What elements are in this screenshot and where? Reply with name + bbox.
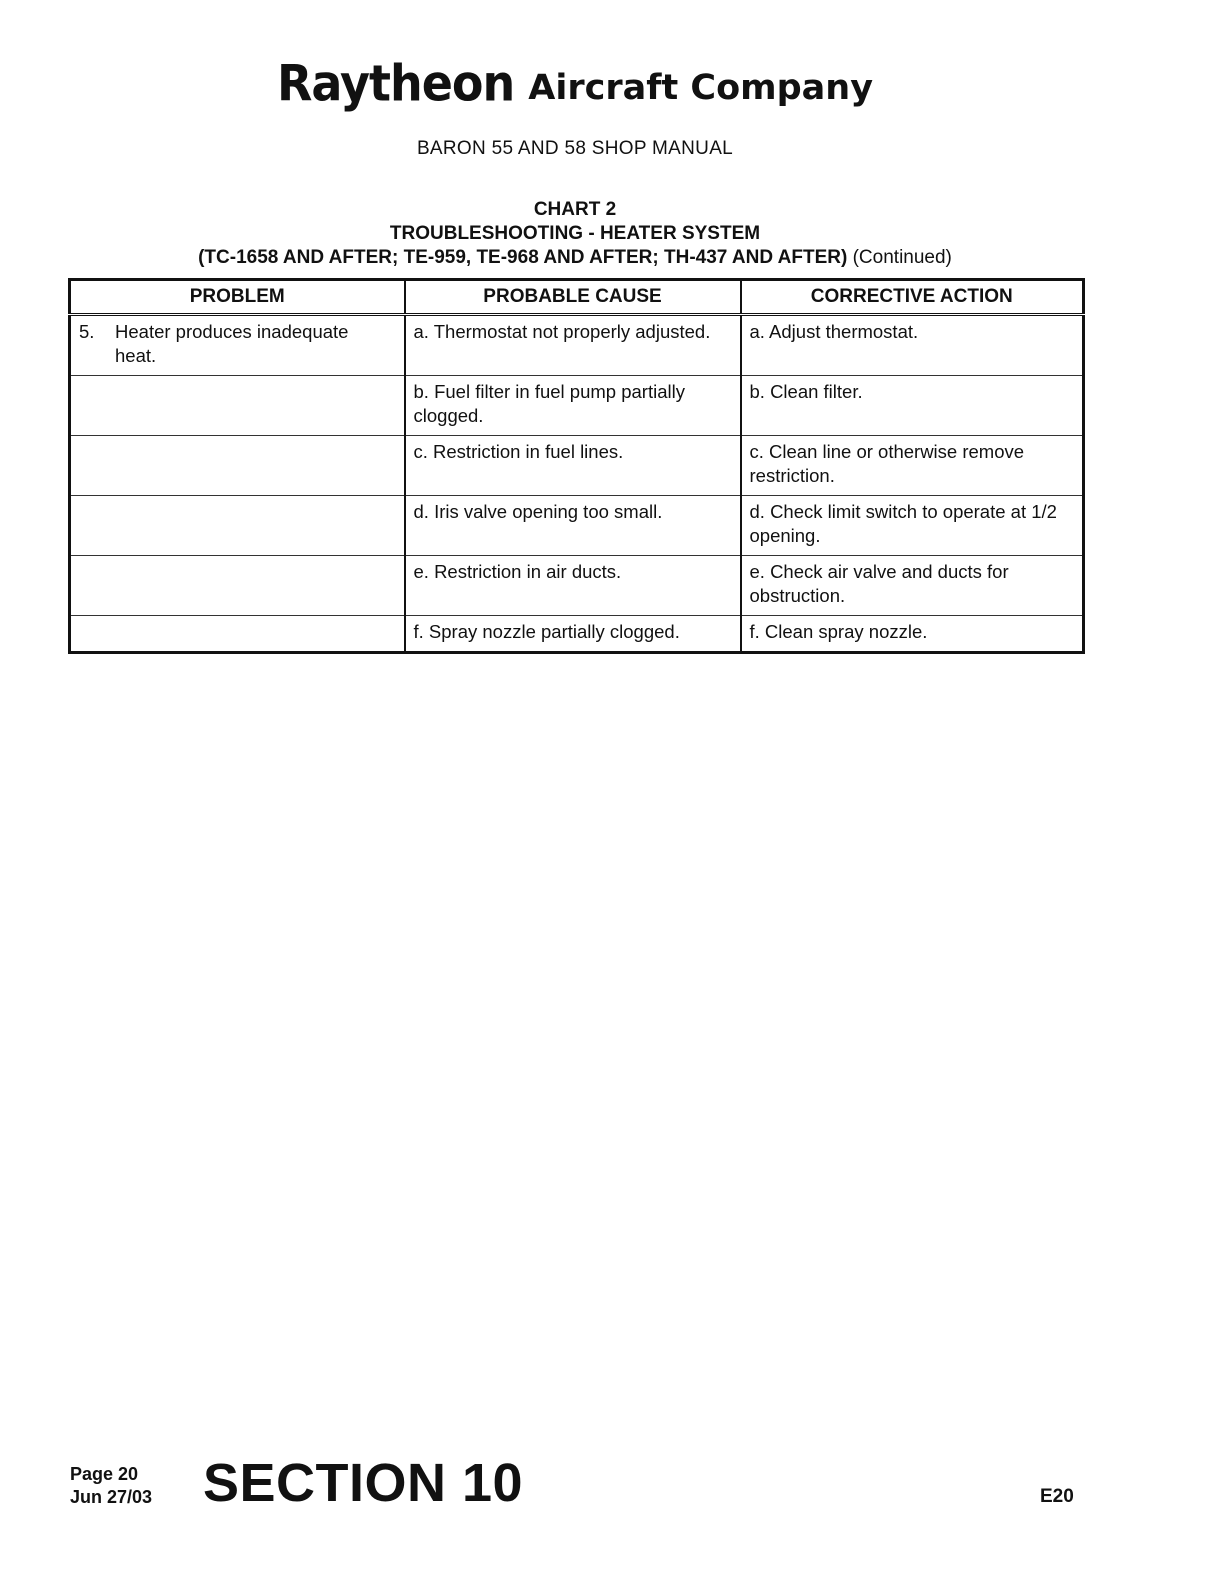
table-row [70, 436, 1084, 496]
header-probable-cause: PROBABLE CAUSE [405, 280, 741, 315]
cause-cell: a. Thermostat not properly adjusted. [405, 315, 741, 376]
table-row [70, 496, 1084, 556]
problem-cell-empty [70, 436, 405, 496]
action-cell: c. Clean line or otherwise remove restriction. [741, 436, 1084, 496]
problem-cell-empty [70, 376, 405, 436]
cause-cell: f. Spray nozzle partially clogged. [405, 616, 741, 653]
action-cell: b. Clean filter. [741, 376, 1084, 436]
chart-continued: (Continued) [852, 247, 952, 268]
action-cell: a. Adjust thermostat. [741, 315, 1084, 376]
action-cell: e. Check air valve and ducts for obstruction. [741, 556, 1084, 616]
chart-effectivity: (TC-1658 AND AFTER; TE-959, TE-968 AND AFTER; TH-437 AND AFTER) [198, 247, 848, 268]
header-corrective-action: CORRECTIVE ACTION [741, 280, 1084, 315]
cause-cell: b. Fuel filter in fuel pump partially clogged. [405, 376, 741, 436]
manual-title: BARON 55 AND 58 SHOP MANUAL [416, 138, 734, 159]
footer-page-info [70, 1463, 152, 1509]
problem-number: 5. [79, 321, 95, 342]
problem-cell [70, 315, 405, 376]
page-code: E20 [1040, 1486, 1074, 1507]
action-cell: d. Check limit switch to operate at 1/2 opening. [741, 496, 1084, 556]
table-row [70, 376, 1084, 436]
troubleshooting-table [68, 278, 1085, 654]
problem-cell-empty [70, 496, 405, 556]
table-row [70, 315, 1084, 376]
company-logo [0, 53, 1150, 113]
problem-cell-empty [70, 556, 405, 616]
chart-number: CHART 2 [533, 199, 617, 220]
brand-name: Raytheon [276, 53, 515, 113]
page-date: Jun 27/03 [70, 1487, 153, 1507]
action-cell: f. Clean spray nozzle. [741, 616, 1084, 653]
chart-heading [0, 198, 1150, 270]
section-title: SECTION 10 [203, 1453, 524, 1513]
cause-cell: c. Restriction in fuel lines. [405, 436, 741, 496]
problem-cell-empty [70, 616, 405, 653]
page-number: Page 20 [70, 1464, 139, 1484]
company-name: Aircraft Company [528, 68, 874, 108]
table-row [70, 616, 1084, 653]
chart-title: TROUBLESHOOTING - HEATER SYSTEM [389, 223, 761, 244]
chart-effectivity-line [0, 246, 1150, 270]
cause-cell: d. Iris valve opening too small. [405, 496, 741, 556]
problem-text: Heater produces inadequate heat. [115, 321, 349, 366]
cause-cell: e. Restriction in air ducts. [405, 556, 741, 616]
table-header-row [70, 280, 1084, 315]
table-row [70, 556, 1084, 616]
header-problem: PROBLEM [70, 280, 405, 315]
